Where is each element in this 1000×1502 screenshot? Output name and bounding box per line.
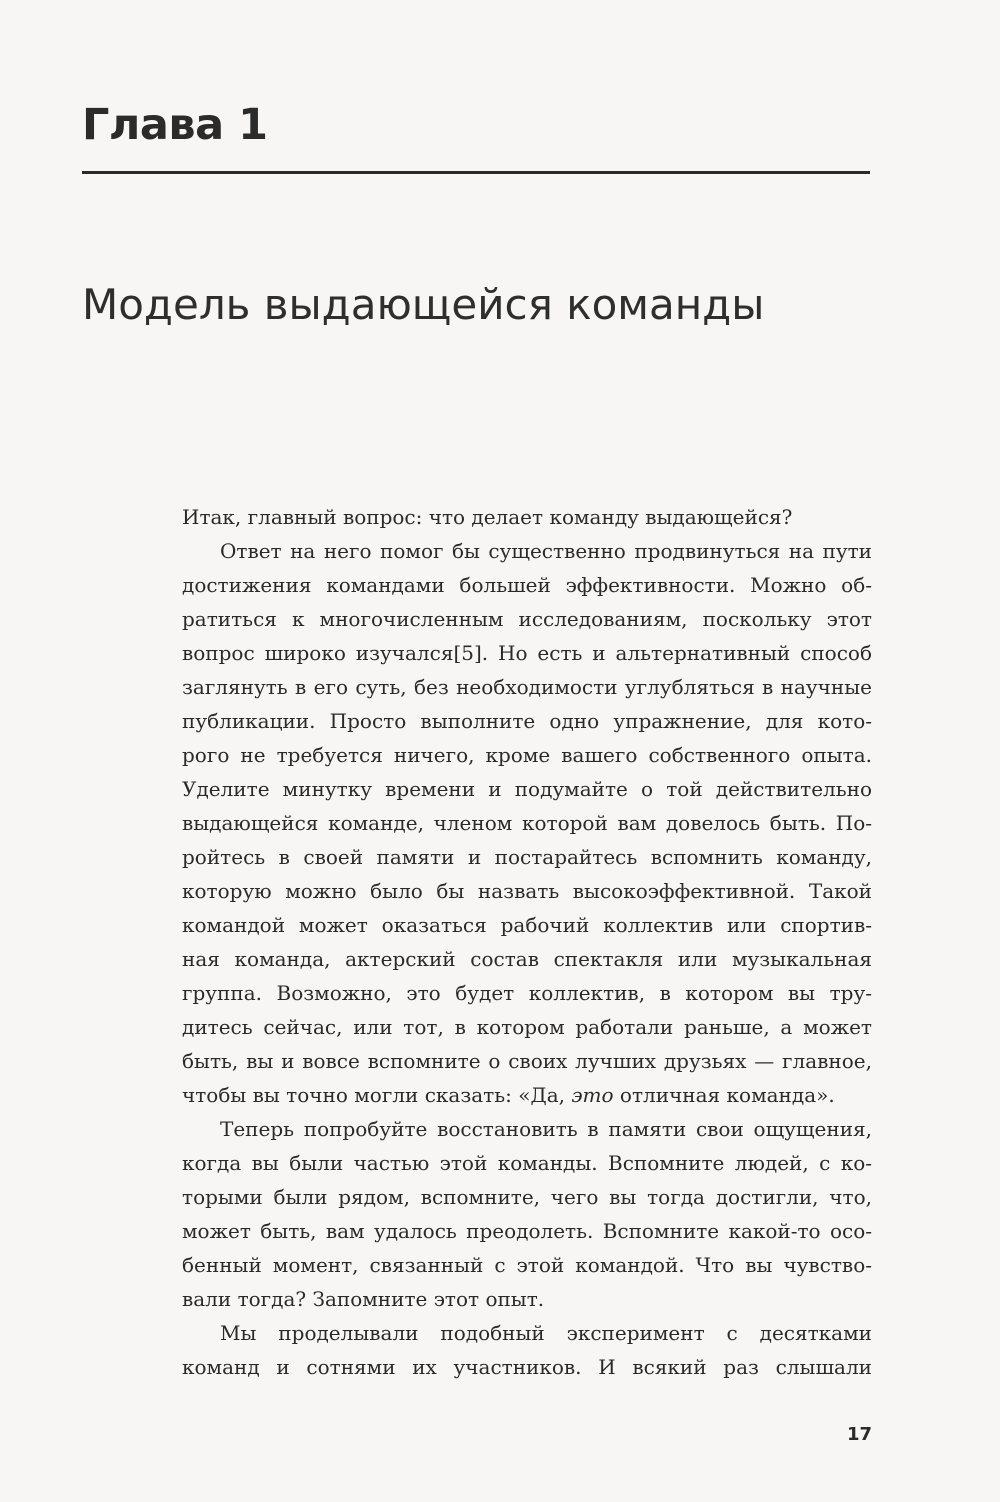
chapter-title: Модель выдающейся команды [82,280,765,329]
emphasized-word: это [571,1083,614,1107]
text-line: быть, вы и вовсе вспомните о своих лучших друзьях — главное, [182,1049,872,1073]
text-line: ная команда, актерский состав спектакля или музыкальная [182,947,872,971]
text-line: Ответ на него помог бы существенно продвинуться на пути [220,539,872,563]
page-number: 17 [846,1424,872,1445]
text-segment: чтобы вы точно могли сказать: «Да, [182,1083,572,1107]
text-line: когда вы были частью этой команды. Вспомните людей, с ко- [182,1151,872,1175]
text-line: бенный момент, связанный с этой командой. Что вы чувство- [182,1253,872,1277]
body-text [182,500,872,1384]
text-line: торыми были рядом, вспомните, чего вы тогда достигли, что, [182,1185,872,1209]
text-segment: отличная команда». [613,1083,835,1107]
text-line: команд и сотнями их участников. И всякий раз слышали [182,1355,872,1379]
text-line: рого не требуется ничего, кроме вашего собственного опыта. [182,743,872,767]
chapter-divider [82,171,870,174]
text-line: ратиться к многочисленным исследованиям, поскольку этот [182,607,872,631]
text-line: Итак, главный вопрос: что делает команду выдающейся? [182,505,793,529]
text-line: дитесь сейчас, или тот, в котором работали раньше, а может [182,1015,872,1039]
text-line: заглянуть в его суть, без необходимости углубляться в научные [182,675,872,699]
text-line: вали тогда? Запомните этот опыт. [182,1287,545,1311]
text-line: Теперь попробуйте восстановить в памяти свои ощущения, [220,1117,872,1141]
text-line: вопрос широко изучался[5]. Но есть и альтернативный способ [182,641,872,665]
text-line: выдающейся команде, членом которой вам довелось быть. По- [182,811,872,835]
text-line: достижения командами большей эффективности. Можно об- [182,573,872,597]
text-line: которую можно было бы назвать высокоэффективной. Такой [182,879,872,903]
text-line: командой может оказаться рабочий коллектив или спортив- [182,913,872,937]
text-line: Уделите минутку времени и подумайте о той действительно [182,777,872,801]
text-line [182,1078,872,1112]
text-line: может быть, вам удалось преодолеть. Вспомните какой-то осо- [182,1219,872,1243]
text-line: группа. Возможно, это будет коллектив, в котором вы тру- [182,981,872,1005]
text-line: Мы проделывали подобный эксперимент с десятками [220,1321,872,1345]
text-line: ройтесь в своей памяти и постарайтесь вспомнить команду, [182,845,872,869]
chapter-label: Глава 1 [82,100,268,150]
text-line: публикации. Просто выполните одно упражнение, для кото- [182,709,872,733]
